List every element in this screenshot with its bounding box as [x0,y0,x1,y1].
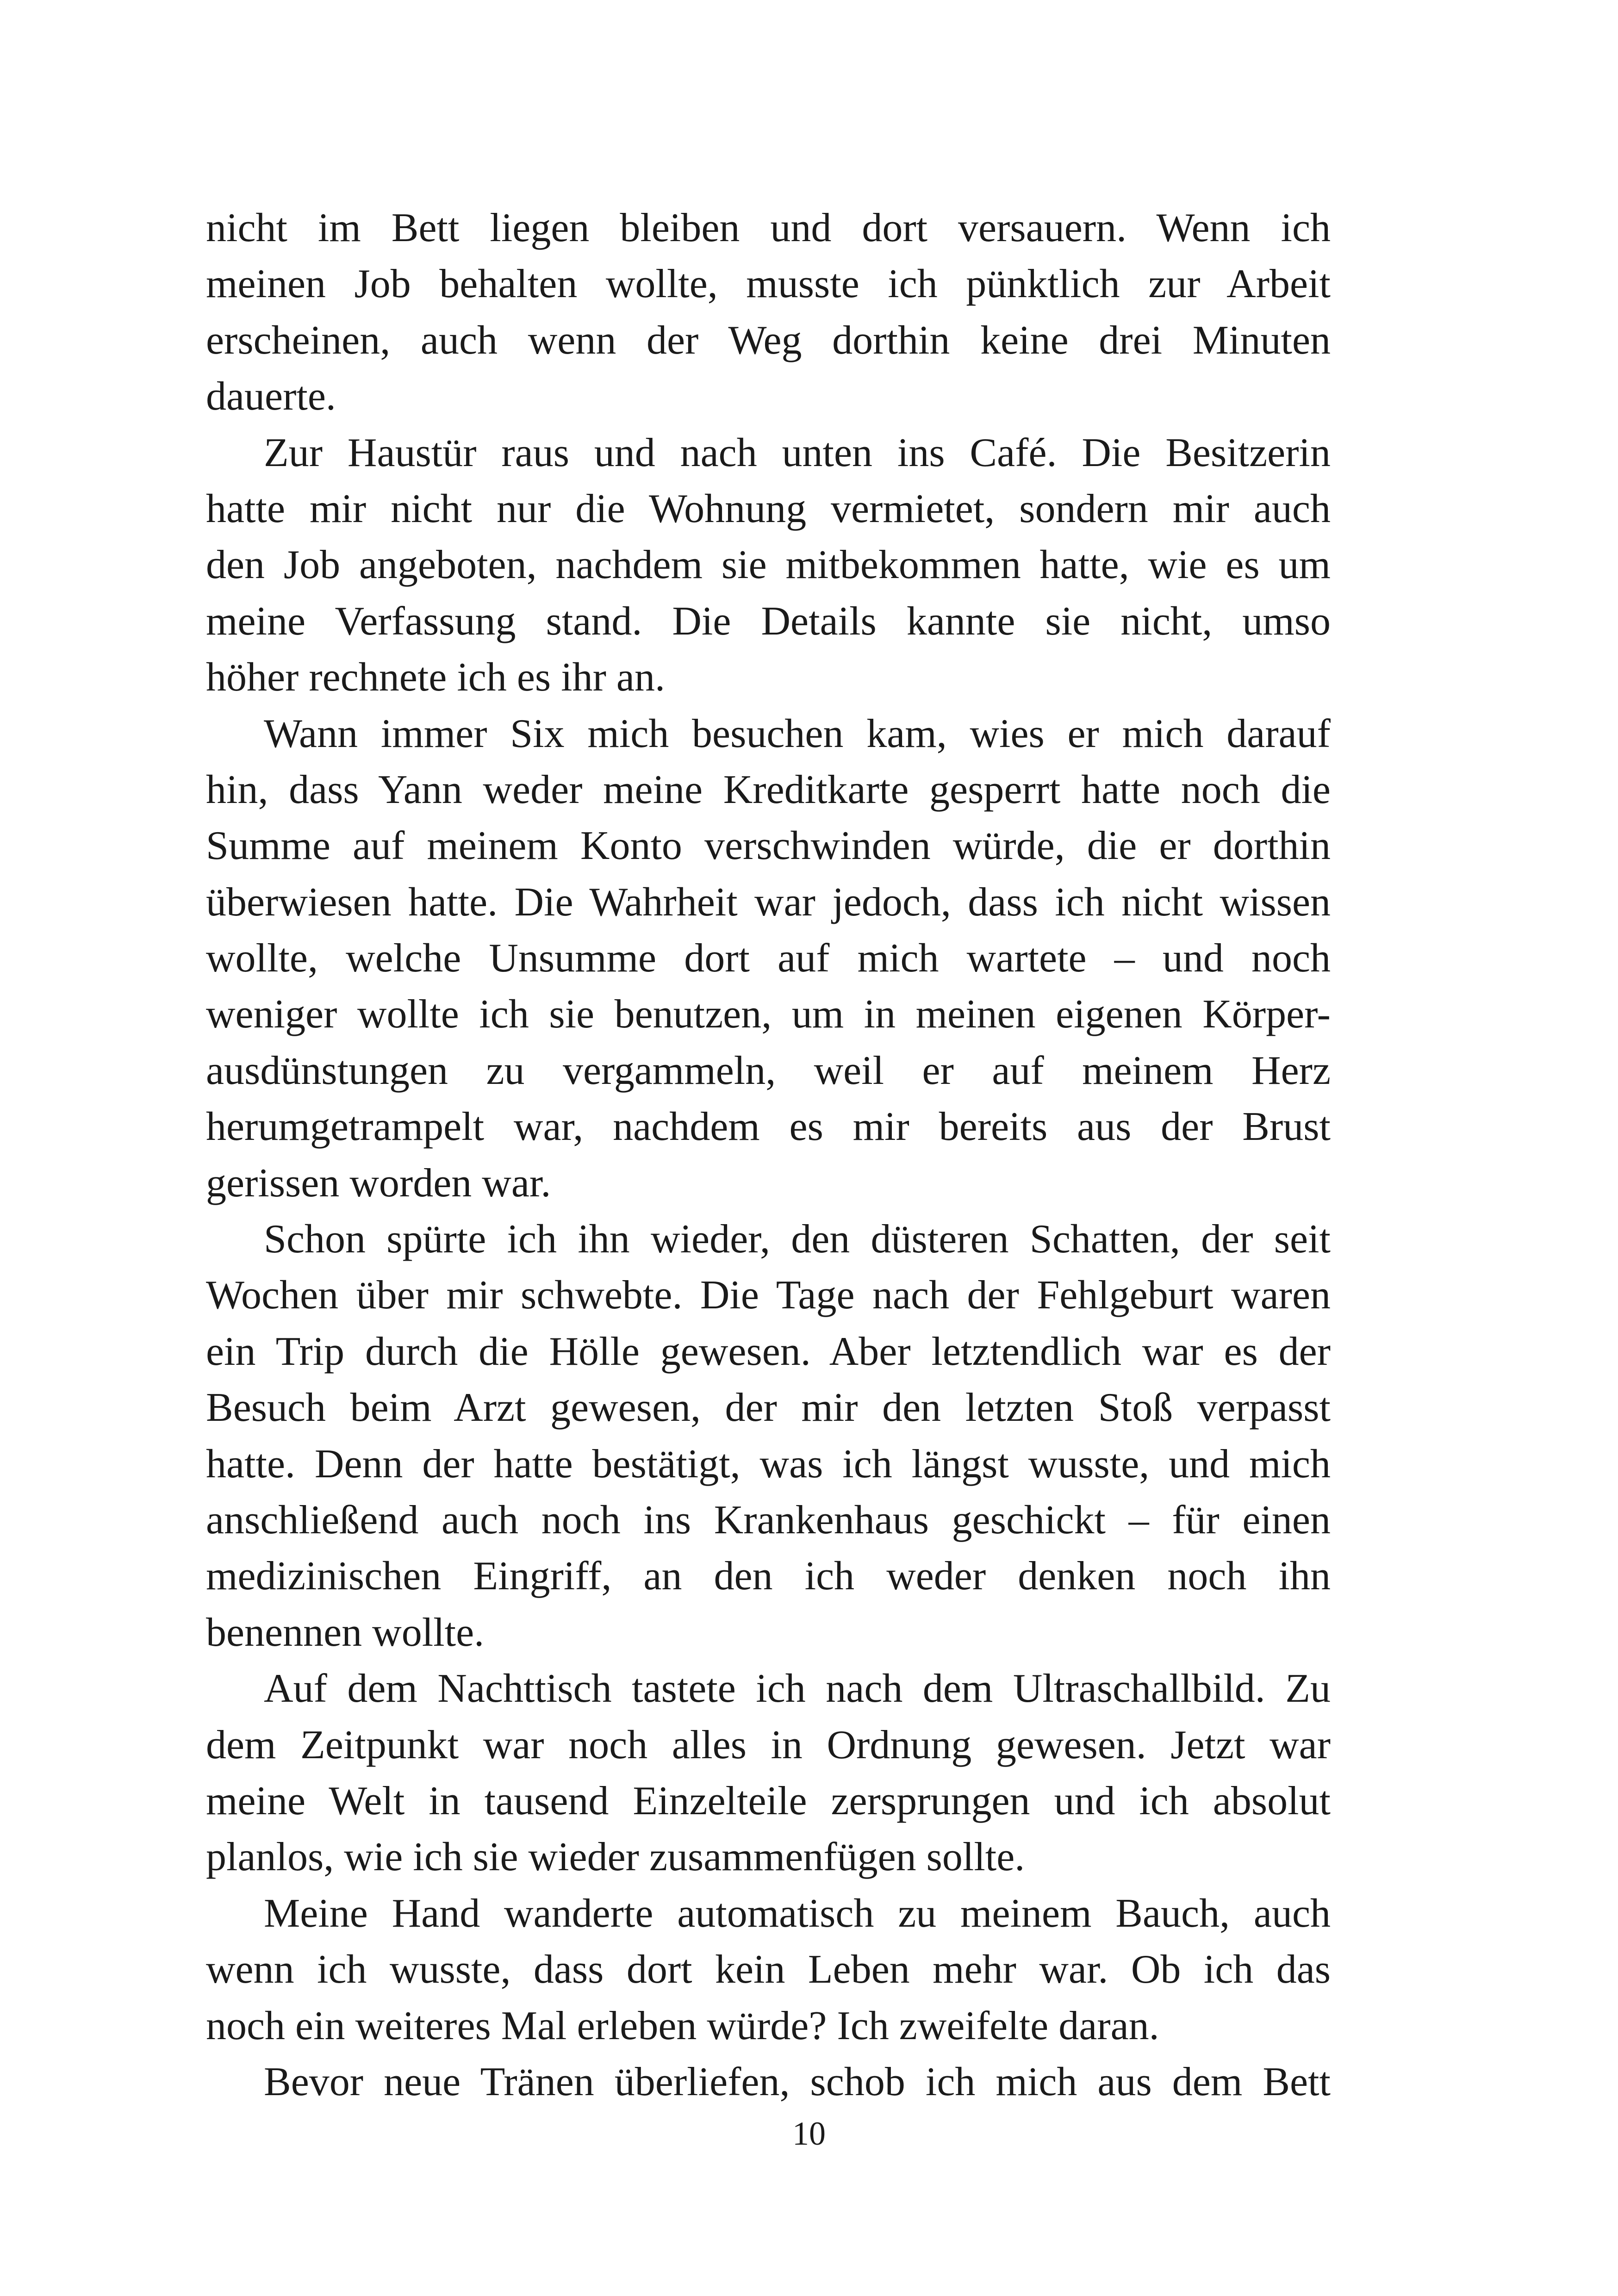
text-line: weniger wollte ich sie benutzen, um in meinen eigenen Körper- [206,992,1331,1037]
page-number: 10 [792,2115,826,2152]
text-line: Auf dem Nachttisch tastete ich nach dem Ultraschallbild. Zu [264,1666,1331,1711]
text-line: benennen wollte. [206,1610,485,1655]
text-line: medizinischen Eingriff, an den ich weder denken noch ihn [206,1554,1331,1599]
text-line: höher rechnete ich es ihr an. [206,655,665,700]
text-line: Schon spürte ich ihn wieder, den düsteren Schatten, der seit [264,1217,1331,1262]
text-line: Zur Haustür raus und nach unten ins Café. Die Besitzerin [264,430,1331,475]
text-line: gerissen worden war. [206,1160,551,1206]
text-line: wenn ich wusste, dass dort kein Leben mehr war. Ob ich das [206,1947,1331,1992]
text-line: meinen Job behalten wollte, musste ich pünktlich zur Arbeit [206,261,1331,307]
text-line: ein Trip durch die Hölle gewesen. Aber letztendlich war es der [206,1329,1331,1374]
text-line: wollte, welche Unsumme dort auf mich wartete – und noch [206,936,1331,981]
text-line: hin, dass Yann weder meine Kreditkarte gesperrt hatte noch die [206,767,1331,812]
text-line: den Job angeboten, nachdem sie mitbekommen hatte, wie es um [206,542,1331,588]
text-line: planlos, wie ich sie wieder zusammenfügen sollte. [206,1835,1025,1880]
text-line: ausdünstungen zu vergammeln, weil er auf meinem Herz [206,1048,1331,1093]
text-line: Besuch beim Arzt gewesen, der mir den letzten Stoß verpasst [206,1385,1331,1431]
text-line: überwiesen hatte. Die Wahrheit war jedoch, dass ich nicht wissen [206,879,1331,925]
text-line: Wann immer Six mich besuchen kam, wies er mich darauf [264,711,1331,756]
body-text [206,200,1331,2110]
text-line: erscheinen, auch wenn der Weg dorthin keine drei Minuten [206,317,1331,363]
text-line: Bevor neue Tränen überliefen, schob ich mich aus dem Bett [264,2059,1331,2104]
text-line: herumgetrampelt war, nachdem es mir bereits aus der Brust [206,1104,1331,1150]
text-line: Summe auf meinem Konto verschwinden würde, die er dorthin [206,823,1331,869]
text-line: noch ein weiteres Mal erleben würde? Ich zweifelte daran. [206,2003,1159,2048]
text-line: nicht im Bett liegen bleiben und dort versauern. Wenn ich [206,205,1331,250]
text-line: Wochen über mir schwebte. Die Tage nach der Fehlgeburt waren [206,1273,1331,1318]
text-line: dauerte. [206,374,336,419]
text-line: meine Welt in tausend Einzelteile zersprungen und ich absolut [206,1778,1331,1823]
text-line: hatte mir nicht nur die Wohnung vermietet, sondern mir auch [206,486,1331,531]
text-line: Meine Hand wanderte automatisch zu meinem Bauch, auch [264,1891,1331,1936]
text-line: dem Zeitpunkt war noch alles in Ordnung gewesen. Jetzt war [206,1722,1331,1767]
text-line: meine Verfassung stand. Die Details kannte sie nicht, umso [206,598,1331,644]
text-line: anschließend auch noch ins Krankenhaus geschickt – für einen [206,1497,1331,1543]
text-line: hatte. Denn der hatte bestätigt, was ich längst wusste, und mich [206,1441,1331,1487]
